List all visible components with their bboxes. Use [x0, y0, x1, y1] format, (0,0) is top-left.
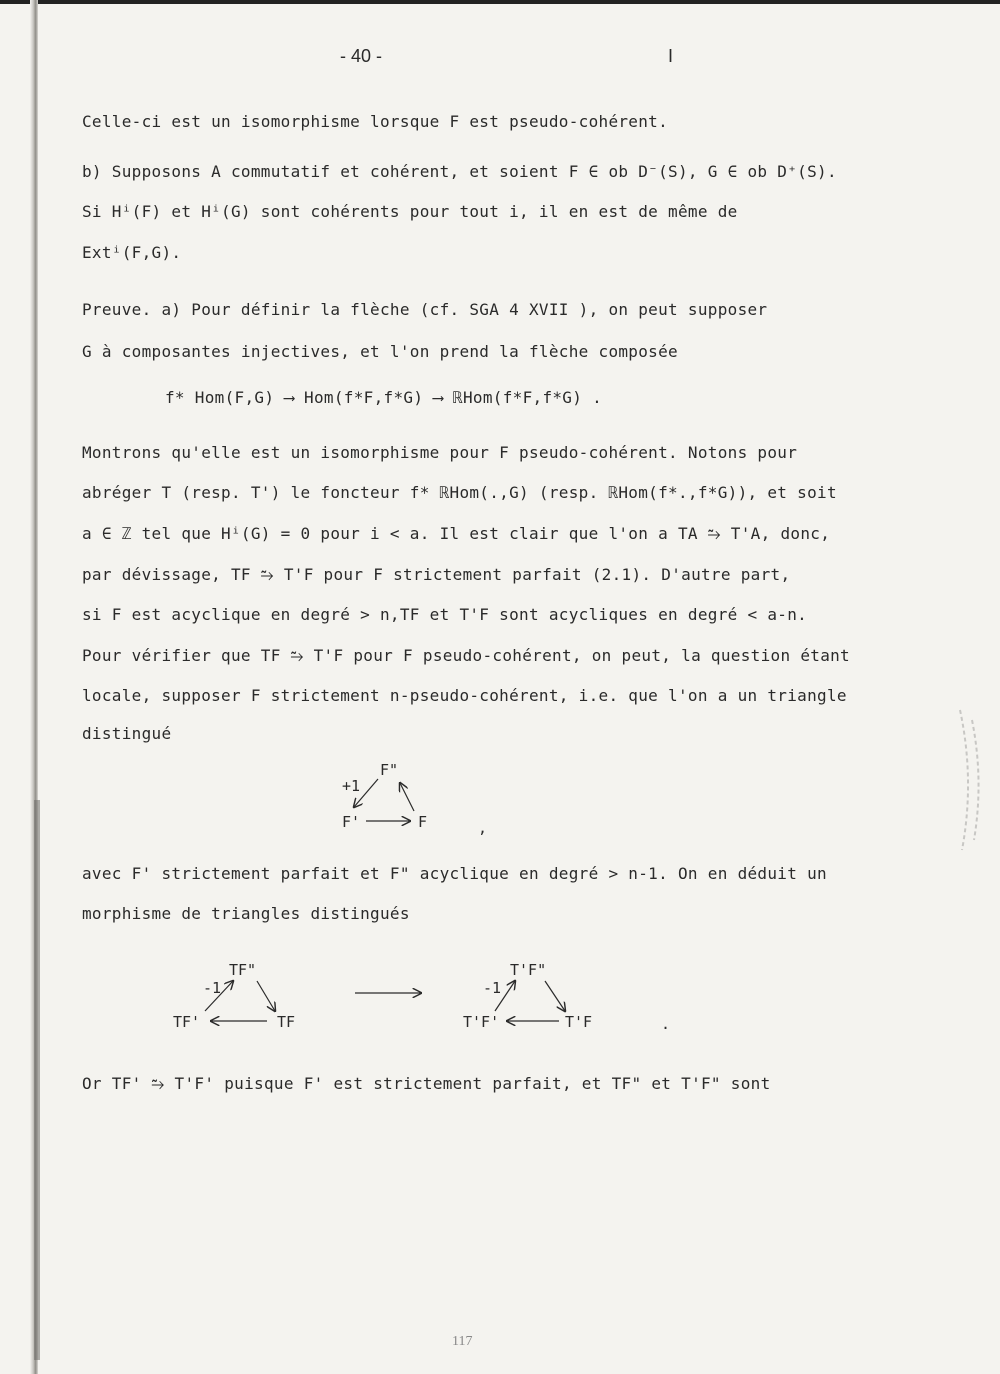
text-line-11: par dévissage, TF ⥲ T'F pour F strictement parfait (2.1). D'autre part,: [82, 565, 791, 584]
text-line-3: Si Hⁱ(F) et Hⁱ(G) sont cohérents pour tout i, il en est de même de: [82, 202, 738, 221]
diag1-left: F': [342, 813, 361, 831]
scan-binding-shadow: [34, 800, 40, 1360]
diag2-right-br: T'F: [565, 1013, 593, 1031]
diag2-left-bl: TF': [173, 1013, 201, 1031]
scan-top-edge: [0, 0, 1000, 4]
text-line-4: Extⁱ(F,G).: [82, 243, 182, 262]
library-stamp: [950, 700, 990, 860]
text-line-5: Preuve. a) Pour définir la flèche (cf. SGA 4 XVII ), on peut supposer: [82, 300, 768, 319]
text-line-2: b) Supposons A commutatif et cohérent, et soient F ∈ ob D⁻(S), G ∈ ob D⁺(S).: [82, 162, 837, 181]
text-line-18: Or TF' ⥲ T'F' puisque F' est strictement parfait, et TF" et T'F" sont: [82, 1074, 771, 1093]
diag1-top: F": [380, 761, 399, 779]
text-line-13: Pour vérifier que TF ⥲ T'F pour F pseudo-cohérent, on peut, la question étant: [82, 646, 850, 665]
text-line-8: Montrons qu'elle est un isomorphisme pour F pseudo-cohérent. Notons pour: [82, 443, 798, 462]
text-line-1: Celle-ci est un isomorphisme lorsque F est pseudo-cohérent.: [82, 112, 669, 131]
text-line-10: a ∈ ℤ tel que Hⁱ(G) = 0 pour i < a. Il est clair que l'on a TA ⥲ T'A, donc,: [82, 524, 831, 543]
section-mark: I: [668, 46, 674, 66]
diag2-left-shift: -1: [203, 979, 222, 997]
text-line-14: locale, supposer F strictement n-pseudo-cohérent, i.e. que l'on a un triangle: [82, 686, 847, 705]
diag2-trailing: .: [661, 1015, 671, 1033]
diag2-left-top: TF": [229, 961, 257, 979]
page-label: - 40 -: [340, 46, 383, 66]
diag1-shift: +1: [342, 777, 361, 795]
text-line-16: avec F' strictement parfait et F" acyclique en degré > n-1. On en déduit un: [82, 864, 827, 883]
text-line-17: morphisme de triangles distingués: [82, 904, 410, 923]
text-line-12: si F est acyclique en degré > n,TF et T'F sont acycliques en degré < a-n.: [82, 605, 808, 624]
triangle-diagram-1: [330, 755, 510, 845]
triangle-morphism-diagram: [165, 955, 685, 1045]
diag2-right-bl: T'F': [463, 1013, 500, 1031]
text-line-6: G à composantes injectives, et l'on prend la flèche composée: [82, 342, 678, 361]
diag2-left-br: TF: [277, 1013, 296, 1031]
formula-line: f* Hom(F,G) ⟶ Hom(f*F,f*G) ⟶ ℝHom(f*F,f*G) .: [165, 388, 603, 407]
diag1-right: F: [418, 813, 428, 831]
diag2-right-shift: -1: [483, 979, 502, 997]
diag1-trailing: ,: [478, 819, 488, 837]
folio-number: 117: [452, 1334, 473, 1349]
diag2-right-top: T'F": [510, 961, 547, 979]
text-line-15: distingué: [82, 724, 172, 743]
text-line-9: abréger T (resp. T') le foncteur f* ℝHom(.,G) (resp. ℝHom(f*.,f*G)), et soit: [82, 483, 837, 502]
